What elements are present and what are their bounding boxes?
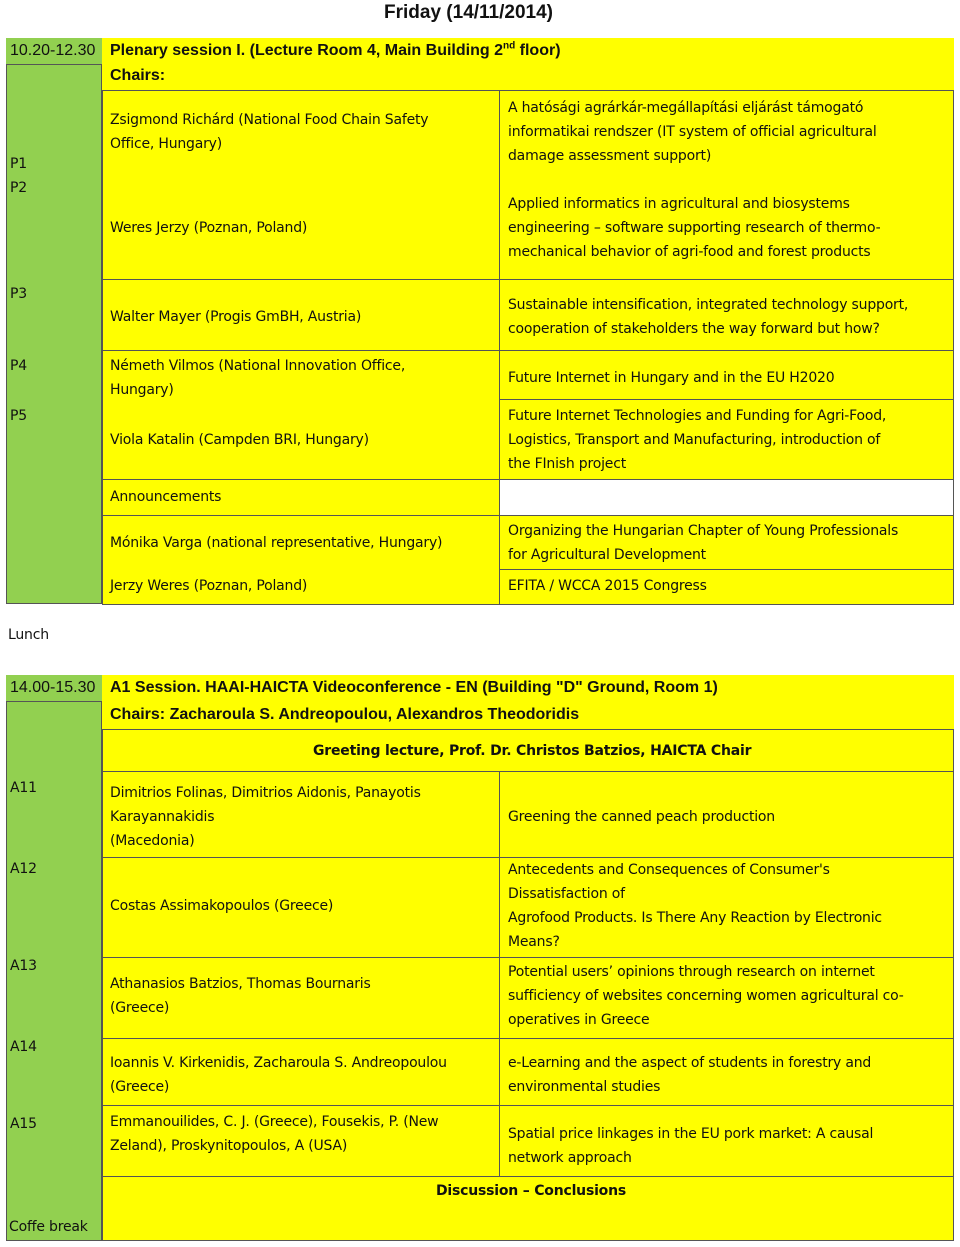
talk-code: A15 bbox=[10, 1116, 37, 1132]
talk-title: EFITA / WCCA 2015 Congress bbox=[508, 578, 707, 594]
announcements-label: Announcements bbox=[110, 489, 222, 505]
talk-code: P5 bbox=[10, 408, 27, 424]
speaker: Viola Katalin (Campden BRI, Hungary) bbox=[110, 432, 369, 448]
speaker: Jerzy Weres (Poznan, Poland) bbox=[110, 578, 308, 594]
talk-title: Sustainable intensification, integrated technology support, cooperation of stakeholders the way forward but how? bbox=[508, 297, 909, 337]
discussion-label: Discussion – Conclusions bbox=[436, 1183, 626, 1199]
day-title: Friday (14/11/2014) bbox=[384, 2, 553, 23]
talk-title: Potential users’ opinions through research on internet sufficiency of websites concerning women agricultural co- operatives in Greece bbox=[508, 964, 904, 1028]
greeting-lecture: Greeting lecture, Prof. Dr. Christos Batzios, HAICTA Chair bbox=[313, 743, 752, 759]
speaker: Walter Mayer (Progis GmBH, Austria) bbox=[110, 309, 362, 325]
lunch-label: Lunch bbox=[8, 627, 49, 643]
talk-title: Antecedents and Consequences of Consumer's Dissatisfaction of Agrofood Products. Is There Any Reaction by Electronic Means? bbox=[508, 862, 882, 950]
talk-code: P1 bbox=[10, 156, 27, 172]
talk-title: Organizing the Hungarian Chapter of Young Professionals for Agricultural Development bbox=[508, 523, 899, 563]
talk-code: P3 bbox=[10, 286, 27, 302]
talk-title: Spatial price linkages in the EU pork market: A causal network approach bbox=[508, 1126, 874, 1166]
speaker: Athanasios Batzios, Thomas Bournaris (Greece) bbox=[110, 976, 371, 1016]
speaker: Mónika Varga (national representative, Hungary) bbox=[110, 535, 443, 551]
talk-code: A12 bbox=[10, 861, 37, 877]
talk-title: Future Internet Technologies and Funding for Agri-Food, Logistics, Transport and Manufacturing, introduction of the FInish project bbox=[508, 408, 887, 472]
session1-time: 10.20-12.30 bbox=[10, 42, 96, 59]
session1-code-column bbox=[6, 64, 102, 604]
speaker: Zsigmond Richárd (National Food Chain Safety Office, Hungary) bbox=[110, 112, 429, 152]
talk-title: e-Learning and the aspect of students in forestry and environmental studies bbox=[508, 1055, 872, 1095]
speaker: Costas Assimakopoulos (Greece) bbox=[110, 898, 334, 914]
session2-title: A1 Session. HAAI-HAICTA Videoconference - EN (Building "D" Ground, Room 1) bbox=[110, 679, 718, 696]
speaker: Weres Jerzy (Poznan, Poland) bbox=[110, 220, 308, 236]
speaker: Dimitrios Folinas, Dimitrios Aidonis, Panayotis Karayannakidis (Macedonia) bbox=[110, 785, 421, 849]
session2-chairs: Chairs: Zacharoula S. Andreopoulou, Alexandros Theodoridis bbox=[110, 706, 580, 723]
coffee-break-label: Coffe break bbox=[9, 1219, 88, 1235]
talk-title: Greening the canned peach production bbox=[508, 809, 775, 825]
speaker: Németh Vilmos (National Innovation Office, Hungary) bbox=[110, 358, 406, 398]
talk-code: A13 bbox=[10, 958, 37, 974]
talk-title: A hatósági agrárkár-megállapítási eljárást támogató informatikai rendszer (IT system of official agricultural damage assessment support) bbox=[508, 100, 877, 164]
session2-time: 14.00-15.30 bbox=[10, 679, 96, 696]
session1-title: Plenary session I. (Lecture Room 4, Main Building 2nd floor) bbox=[110, 40, 561, 59]
talk-title: Applied informatics in agricultural and biosystems engineering – software supporting research of thermo- mechanical behavior of agri-food and forest products bbox=[508, 196, 881, 260]
speaker: Emmanouilides, C. J. (Greece), Fousekis, P. (New Zeland), Proskynitopoulos, A (USA) bbox=[110, 1114, 439, 1154]
blank-cell bbox=[499, 479, 954, 516]
speaker: Ioannis V. Kirkenidis, Zacharoula S. Andreopoulou (Greece) bbox=[110, 1055, 447, 1095]
session1-chairs-label: Chairs: bbox=[110, 67, 166, 84]
talk-title: Future Internet in Hungary and in the EU H2020 bbox=[508, 370, 835, 386]
talk-code: A11 bbox=[10, 780, 37, 796]
talk-code: P2 bbox=[10, 180, 27, 196]
talk-code: P4 bbox=[10, 358, 27, 374]
talk-code: A14 bbox=[10, 1039, 37, 1055]
